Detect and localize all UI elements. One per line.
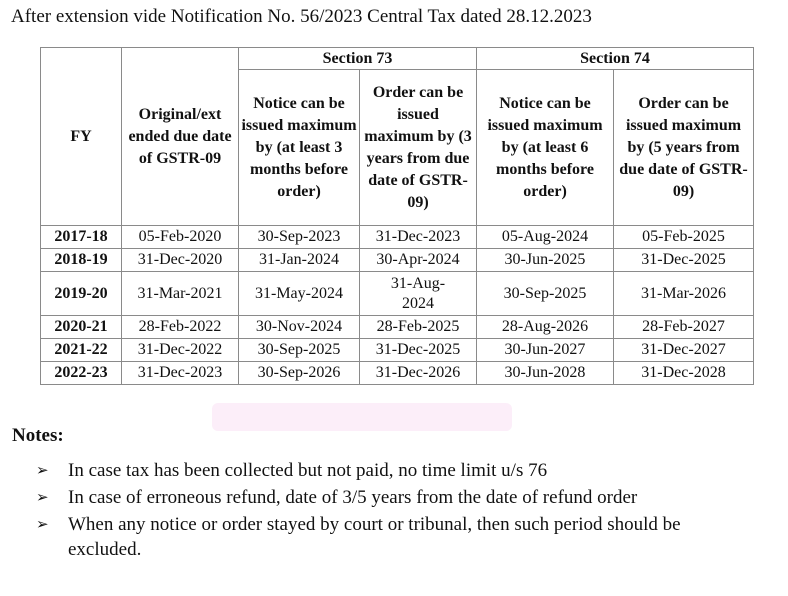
list-item: [36, 485, 756, 510]
s73-notice-cell: 30-Sep-2026: [239, 362, 360, 385]
fy-cell: 2017-18: [41, 226, 122, 249]
due-date-cell: 05-Feb-2020: [122, 226, 239, 249]
s74-notice-cell: 30-Sep-2025: [477, 272, 614, 316]
fy-cell: 2021-22: [41, 339, 122, 362]
due-date-cell: 31-Dec-2020: [122, 249, 239, 272]
fy-cell: 2019-20: [41, 272, 122, 316]
s73-notice-cell: 31-May-2024: [239, 272, 360, 316]
header-s73-order: Order can be issued maximum by (3 years from due date of GSTR-09): [360, 70, 477, 226]
s74-notice-cell: 28-Aug-2026: [477, 316, 614, 339]
table-row: [41, 272, 754, 316]
header-section-73: Section 73: [239, 48, 477, 70]
arrow-bullet-icon: ➢: [36, 515, 49, 533]
arrow-bullet-icon: ➢: [36, 461, 49, 479]
s74-order-cell: 31-Dec-2028: [614, 362, 754, 385]
note-text: In case of erroneous refund, date of 3/5 years from the date of refund order: [68, 487, 638, 508]
page-heading: After extension vide Notification No. 56/2023 Central Tax dated 28.12.2023: [11, 6, 592, 27]
s74-order-cell: 31-Mar-2026: [614, 272, 754, 316]
due-date-cell: 31-Dec-2023: [122, 362, 239, 385]
s73-notice-cell: 30-Sep-2025: [239, 339, 360, 362]
s74-notice-cell: 05-Aug-2024: [477, 226, 614, 249]
arrow-bullet-icon: ➢: [36, 488, 49, 506]
s74-order-cell: 05-Feb-2025: [614, 226, 754, 249]
s74-notice-cell: 30-Jun-2028: [477, 362, 614, 385]
table-row: [41, 362, 754, 385]
fy-cell: 2020-21: [41, 316, 122, 339]
s73-order-cell: 28-Feb-2025: [360, 316, 477, 339]
s74-order-cell: 28-Feb-2027: [614, 316, 754, 339]
note-text: In case tax has been collected but not paid, no time limit u/s 76: [68, 460, 548, 481]
s73-order-cell: 31-Dec-2023: [360, 226, 477, 249]
s74-order-cell: 31-Dec-2025: [614, 249, 754, 272]
due-date-cell: 28-Feb-2022: [122, 316, 239, 339]
table-row: [41, 339, 754, 362]
s74-notice-cell: 30-Jun-2027: [477, 339, 614, 362]
fy-cell: 2022-23: [41, 362, 122, 385]
s73-notice-cell: 31-Jan-2024: [239, 249, 360, 272]
s73-order-cell: 30-Apr-2024: [360, 249, 477, 272]
s74-order-cell: 31-Dec-2027: [614, 339, 754, 362]
gst-limitation-table: [40, 47, 754, 385]
header-section-74: Section 74: [477, 48, 754, 70]
table-row: [41, 226, 754, 249]
header-s74-notice: Notice can be issued maximum by (at least 6 months before order): [477, 70, 614, 226]
fy-cell: 2018-19: [41, 249, 122, 272]
watermark-smudge: [212, 403, 512, 431]
s73-order-cell: 31-Aug-2024: [360, 272, 477, 316]
header-fy: FY: [41, 48, 122, 226]
header-s74-order: Order can be issued maximum by (5 years from due date of GSTR-09): [614, 70, 754, 226]
due-date-cell: 31-Mar-2021: [122, 272, 239, 316]
s73-notice-cell: 30-Sep-2023: [239, 226, 360, 249]
due-date-cell: 31-Dec-2022: [122, 339, 239, 362]
table-row: [41, 316, 754, 339]
s74-notice-cell: 30-Jun-2025: [477, 249, 614, 272]
s73-order-cell: 31-Dec-2026: [360, 362, 477, 385]
table-row: [41, 249, 754, 272]
list-item: [36, 458, 756, 483]
note-text: When any notice or order stayed by court or tribunal, then such period should be excluded.: [68, 514, 681, 560]
notes-title: Notes:: [12, 425, 64, 446]
list-item: [36, 512, 756, 562]
s73-notice-cell: 30-Nov-2024: [239, 316, 360, 339]
header-s73-notice: Notice can be issued maximum by (at least 3 months before order): [239, 70, 360, 226]
header-original-due-date: Original/ext ended due date of GSTR-09: [122, 48, 239, 226]
notes-list: [36, 458, 756, 564]
s73-order-cell: 31-Dec-2025: [360, 339, 477, 362]
